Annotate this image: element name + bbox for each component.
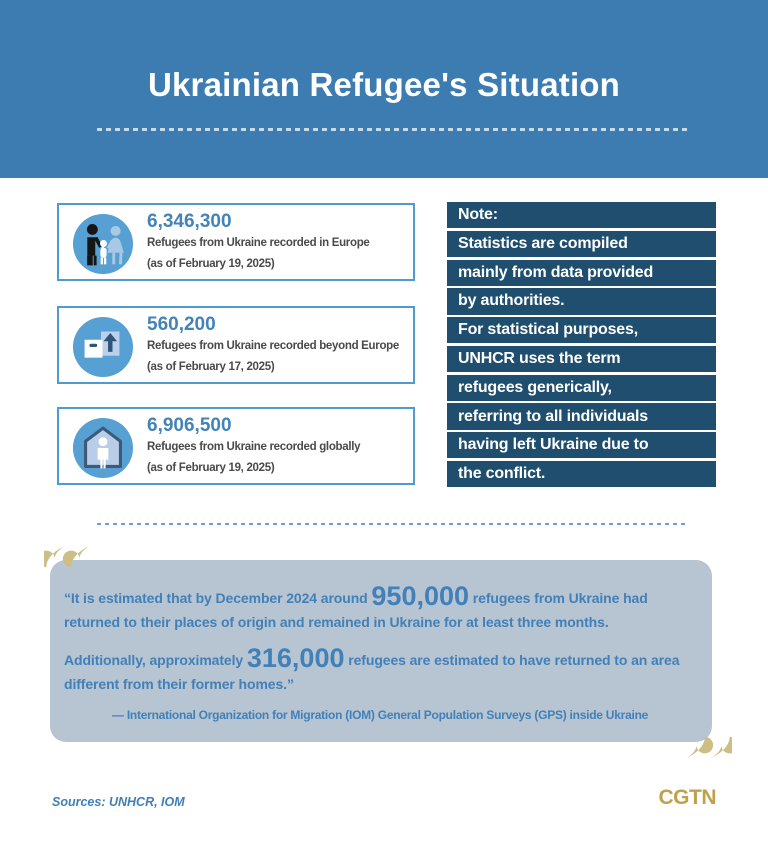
stat-card-beyond-europe xyxy=(57,306,415,384)
stat-description: Refugees from Ukraine recorded globally xyxy=(147,441,361,453)
stat-date: (as of February 19, 2025) xyxy=(147,258,275,270)
family-icon xyxy=(72,213,134,275)
quote-box xyxy=(50,560,712,742)
note-line: refugees generically, xyxy=(447,375,716,401)
stat-value: 6,346,300 xyxy=(147,211,232,232)
stat-date: (as of February 17, 2025) xyxy=(147,361,275,373)
quote-highlight-number: 950,000 xyxy=(371,581,470,611)
quote-text: “It is estimated that by December 2024 around xyxy=(64,590,372,606)
note-line: the conflict. xyxy=(447,461,716,487)
stat-card-global xyxy=(57,407,415,485)
stat-card-body xyxy=(147,314,409,373)
stat-value: 560,200 xyxy=(147,314,216,335)
quote-paragraph-1 xyxy=(64,581,702,634)
stat-value: 6,906,500 xyxy=(147,415,232,436)
note-line: Note: xyxy=(447,202,716,228)
note-line: For statistical purposes, xyxy=(447,317,716,343)
sources-text: Sources: UNHCR, IOM xyxy=(52,795,185,809)
moving-boxes-icon xyxy=(72,316,134,378)
header-band xyxy=(0,0,768,178)
note-box xyxy=(447,202,716,487)
stat-card-body xyxy=(147,415,409,474)
stat-description: Refugees from Ukraine recorded in Europe xyxy=(147,237,370,249)
stat-card-europe xyxy=(57,203,415,281)
note-line: referring to all individuals xyxy=(447,403,716,429)
stat-date: (as of February 19, 2025) xyxy=(147,462,275,474)
quote-text: Additionally, approximately xyxy=(64,652,247,668)
quote-text: refugees are estimated to have returned to an area different from their former homes.” xyxy=(64,652,680,692)
note-line: mainly from data provided xyxy=(447,260,716,286)
note-line: UNHCR uses the term xyxy=(447,346,716,372)
quote-text: refugees from Ukraine had returned to their places of origin and remained in Ukraine for at least three months. xyxy=(64,590,648,630)
quote-paragraph-2 xyxy=(64,643,702,696)
header-dashed-divider xyxy=(97,128,689,131)
cgtn-logo: CGTN xyxy=(658,786,716,809)
close-quote-icon xyxy=(686,729,732,759)
open-quote-icon xyxy=(44,545,90,575)
note-line: having left Ukraine due to xyxy=(447,432,716,458)
quote-highlight-number: 316,000 xyxy=(246,643,345,673)
quote-attribution: — International Organization for Migration (IOM) General Population Surveys (GPS) inside Ukraine xyxy=(112,708,649,722)
note-line: Statistics are compiled xyxy=(447,231,716,257)
stat-description: Refugees from Ukraine recorded beyond Europe xyxy=(147,340,400,352)
page-title: Ukrainian Refugee's Situation xyxy=(147,66,621,103)
note-line: by authorities. xyxy=(447,288,716,314)
person-in-shelter-icon xyxy=(72,417,134,479)
stat-card-body xyxy=(147,211,409,270)
middle-dashed-divider xyxy=(97,523,689,525)
